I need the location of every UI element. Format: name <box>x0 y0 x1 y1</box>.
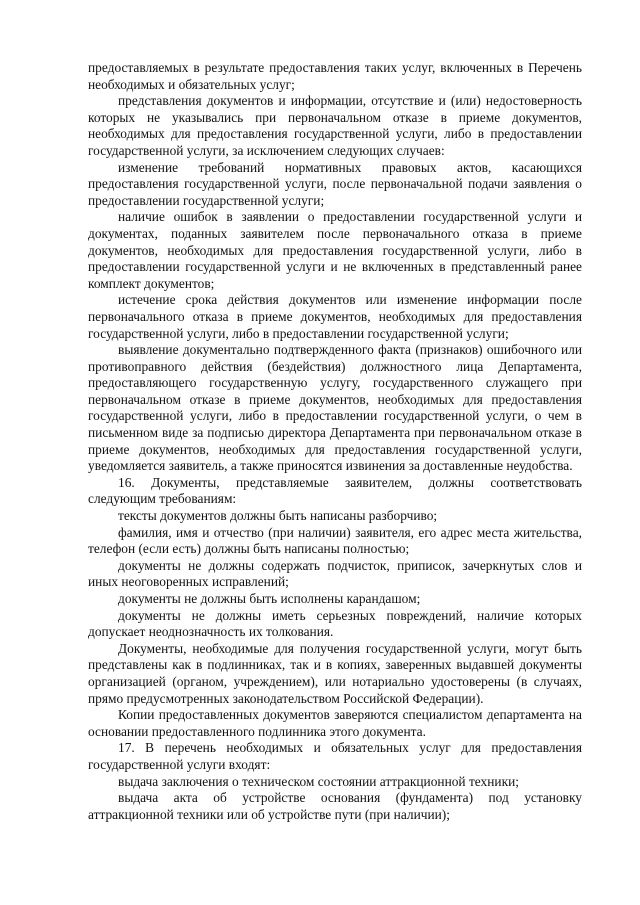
paragraph-documents-exception: представления документов и информации, отсутствие и (или) недостоверность которых не указывались при первоначальном отказе в приеме документов, необходимых для предоставления государственной услуги, либо в предоставлении государственной услуги, за исключением следующих случаев: <box>88 93 582 158</box>
paragraph-section-16: 16. Документы, представляемые заявителем, должны соответствовать следующим требованиям: <box>88 474 582 507</box>
paragraph-req-no-damage: документы не должны иметь серьезных повреждений, наличие которых допускает неоднозначность их толкования. <box>88 607 582 640</box>
paragraph-originals-copies: Документы, необходимые для получения государственной услуги, могут быть представлены как в подлинниках, так и в копиях, заверенных выдавшей документы организацией (органом, учреждением), или нотариально удостоверены (в случаях, прямо предусмотренных законодательством Российской Федерации). <box>88 640 582 706</box>
paragraph-service-conclusion: выдача заключения о техническом состоянии аттракционной техники; <box>118 773 519 789</box>
paragraph-case-expiry: истечение срока действия документов или изменение информации после первоначального отказа в приеме документов, необходимых для предоставления государственной услуги, либо в предоставлении государственной услуги; <box>88 292 582 341</box>
paragraph-case-misconduct: выявление документально подтвержденного факта (признаков) ошибочного или противоправного действия (бездействия) должностного лица Департамента, предоставляющего государственную услугу, государственного служащего при первоначальном отказе в приеме документов, необходимых для предоставления государственной услуги, либо в предоставлении государственной услуги, о чем в письменном виде за подписью директора Департамента при первоначальном отказе в приеме документов, необходимых для предоставления государственной услуги, уведомляется заявитель, а также приносятся извинения за доставленные неудобства. <box>88 342 582 474</box>
paragraph-copies-certified: Копии предоставленных документов заверяются специалистом департамента на основании предоставленного подлинника этого документа. <box>88 707 582 739</box>
paragraph-req-no-corrections: документы не должны содержать подчисток, приписок, зачеркнутых слов и иных неоговоренных исправлений; <box>88 557 582 590</box>
paragraph-case-regulation-change: изменение требований нормативных правовых актов, касающихся предоставления государственной услуги, после первоначальной подачи заявления о предоставлении государственной услуги; <box>88 159 582 208</box>
paragraph-req-legible: тексты документов должны быть написаны разборчиво; <box>118 508 438 524</box>
paragraph-req-no-pencil: документы не должны быть исполнены карандашом; <box>118 591 421 606</box>
paragraph-req-full-name: фамилия, имя и отчество (при наличии) заявителя, его адрес места жительства, телефон (если есть) должны быть написаны полностью; <box>88 524 582 557</box>
paragraph-case-errors: наличие ошибок в заявлении о предоставлении государственной услуги и документах, поданных заявителем после первоначального отказа в приеме документов, необходимых для предоставления государственной услуги, либо в предоставлении государственной услуги и не включенных в представленный ранее комплект документов; <box>88 209 582 291</box>
paragraph-service-foundation-act: выдача акта об устройстве основания (фундамента) под установку аттракционной техники или об устройстве пути (при наличии); <box>88 790 582 822</box>
paragraph-section-17: 17. В перечень необходимых и обязательных услуг для предоставления государственной услуги входят: <box>88 740 582 772</box>
paragraph-continuation: предоставляемых в результате предоставления таких услуг, включенных в Перечень необходимых и обязательных услуг; <box>88 60 582 92</box>
